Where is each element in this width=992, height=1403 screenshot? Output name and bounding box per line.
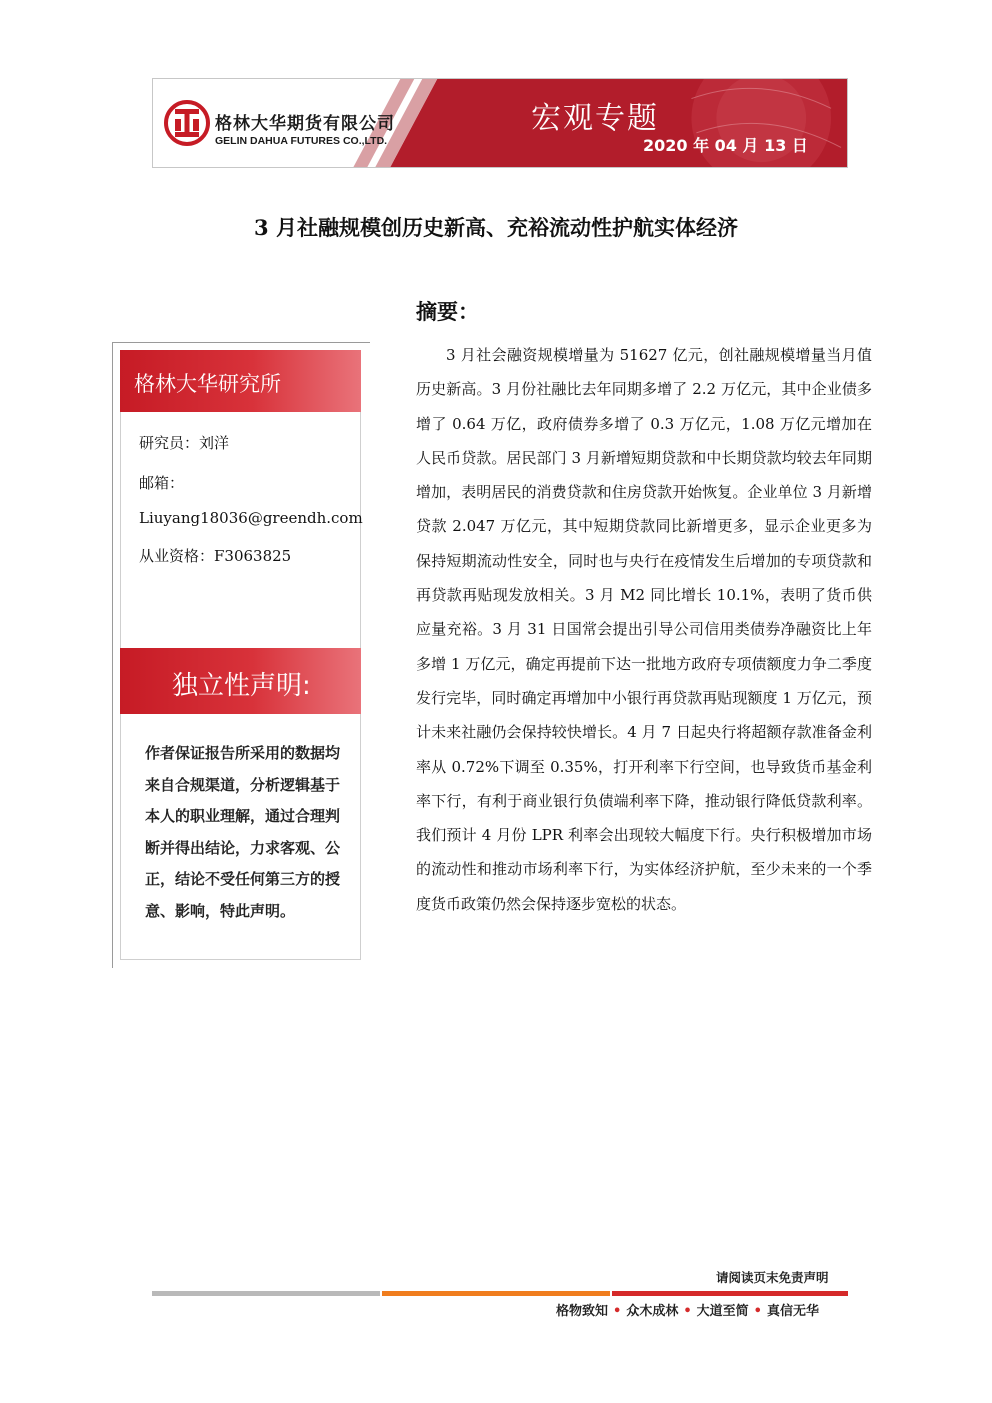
footer-bar-orange xyxy=(382,1291,610,1296)
researcher-info-box xyxy=(120,412,361,648)
motto-item: 大道至简 xyxy=(696,1304,749,1319)
motto-item: 真信无华 xyxy=(766,1304,819,1319)
email-label: 邮箱： xyxy=(139,474,185,492)
report-date: 2020 年 04 月 13 日 xyxy=(643,136,808,155)
bullet-dot-icon: • xyxy=(683,1304,692,1319)
sidebar-frame-top xyxy=(112,342,370,343)
company-name-cn: 格林大华期货有限公司 xyxy=(215,114,395,134)
researcher-name: 研究员：刘洋 xyxy=(139,434,230,452)
sidebar-frame-left xyxy=(112,342,113,968)
independence-statement: 作者保证报告所采用的数据均来自合规渠道，分析逻辑基于本人的职业理解，通过合理判断并得出结论，力求客观、公正，结论不受任何第三方的授意、影响，特此声明。 xyxy=(145,744,341,920)
bullet-dot-icon: • xyxy=(613,1304,622,1319)
motto-item: 格物致知 xyxy=(556,1304,609,1319)
footer-bar-gray xyxy=(152,1291,380,1296)
independence-box xyxy=(120,714,361,960)
motto-item: 众木成林 xyxy=(626,1304,679,1319)
report-type: 宏观专题 xyxy=(531,101,659,136)
company-logo-icon xyxy=(163,99,211,147)
footer-bar-red xyxy=(612,1291,848,1296)
page-title: 3 月社融规模创历史新高、充裕流动性护航实体经济 xyxy=(254,215,738,240)
independence-heading: 独立性声明: xyxy=(120,648,361,714)
email-link[interactable]: Liuyang18036@greendh.com xyxy=(139,509,363,527)
disclaimer-note: 请阅读页末免责声明 xyxy=(716,1270,829,1285)
bullet-dot-icon: • xyxy=(753,1304,762,1319)
abstract-heading: 摘要： xyxy=(416,300,479,324)
qualification-number: 从业资格：F3063825 xyxy=(139,547,292,565)
footer-motto xyxy=(556,1300,819,1319)
company-name-en: GELIN DAHUA FUTURES CO.,LTD. xyxy=(215,135,388,147)
header-banner xyxy=(152,78,848,168)
abstract-body: 3 月社会融资规模增量为 51627 亿元，创社融规模增量当月值历史新高。3 月份社融比去年同期多增了 2.2 万亿元，其中企业债多增了 0.64 万亿，政府债券多增了 0.3 万亿元，1.08 万亿元增加在人民币贷款。居民部门 3 月新增短期贷款和中长期贷款均较去年同期增加，表明居民的消费贷款和住房贷款开始恢复。企业单位 3 月新增贷款 2.047 万亿元，其中短期贷款同比新增更多，显示企业更多为保持短期流动性安全，同时也与央行在疫情发生后增加的专项贷款和再贷款再贴现发放相关。3 月 M2 同比增长 10.1%，表明了货币供应量充裕。3 月 31 日国常会提出引导公司信用类债券净融资比上年多增 1 万亿元，确定再提前下达一批地方政府专项债额度力争二季度发行完毕，同时确定再增加中小银行再贷款再贴现额度 1 万亿元，预计未来社融仍会保持较快增长。4 月 7 日起央行将超额存款准备金利率从 0.72%下调至 0.35%，打开利率下行空间，也导致货币基金利率下行，有利于商业银行负债端利率下降，推动银行降低贷款利率。我们预计 4 月份 LPR 利率会出现较大幅度下行。央行积极增加市场的流动性和推动市场利率下行，为实体经济护航，至少未来的一个季度货币政策仍然会保持逐步宽松的状态。 xyxy=(416,346,872,913)
institute-heading: 格林大华研究所 xyxy=(120,350,361,412)
